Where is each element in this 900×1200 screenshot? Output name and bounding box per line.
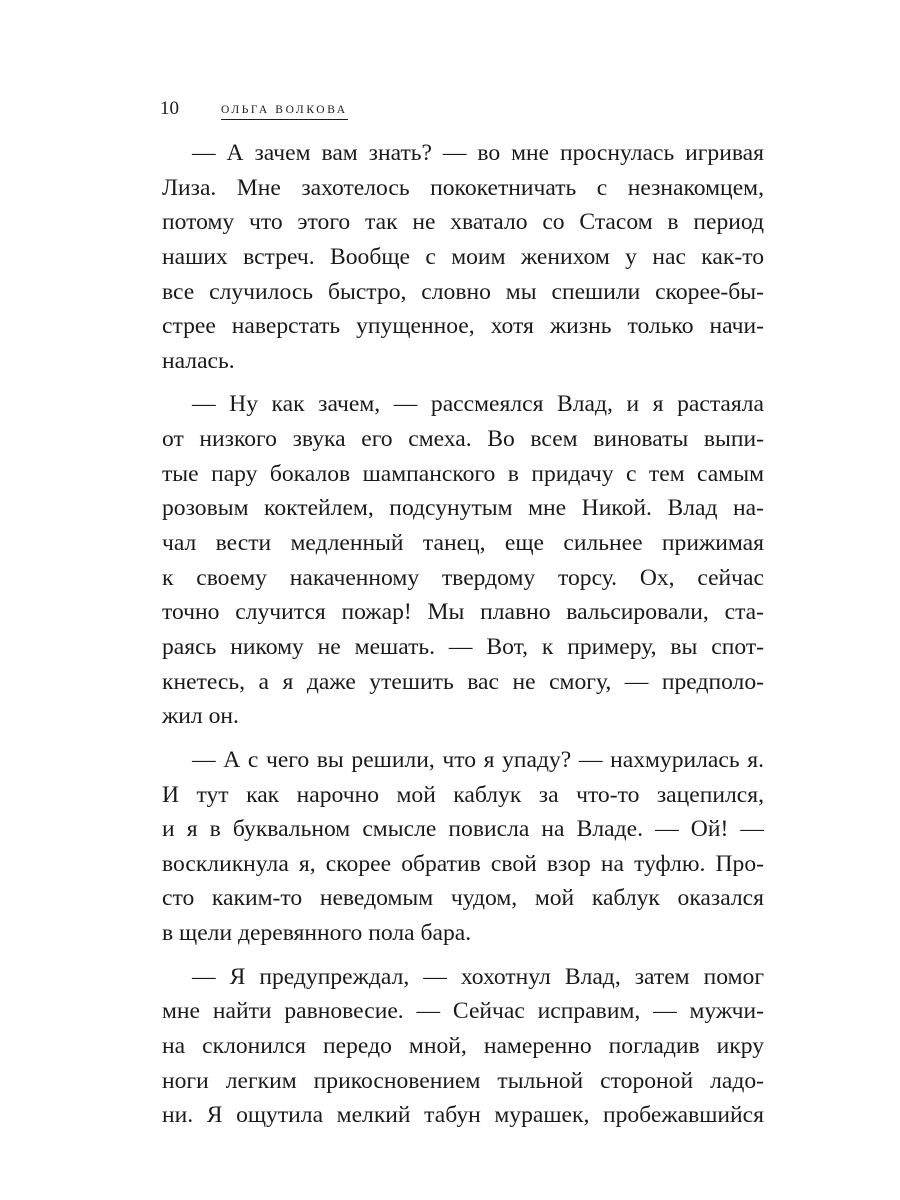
paragraph <box>162 136 764 378</box>
text-line: чал вести медленный танец, еще сильнее прижимая <box>162 530 764 557</box>
text-line: воскликнула я, скорее обратив свой взор на туфлю. Про- <box>162 850 764 877</box>
text-line: наших встреч. Вообще с моим женихом у нас как-то <box>162 243 764 270</box>
text-line: — Я предупреждал, — хохотнул Влад, затем помог <box>192 963 764 990</box>
text-line: — Ну как зачем, — рассмеялся Влад, и я растаяла <box>192 391 764 418</box>
text-line: тые пару бокалов шампанского в придачу с тем самым <box>162 460 764 487</box>
text-line: сто каким-то неведомым чудом, мой каблук оказался <box>162 885 764 912</box>
text-line: — А зачем вам знать? — во мне проснулась игривая <box>192 140 764 166</box>
text-line: — А с чего вы решили, что я упаду? — нахмурилась я. <box>192 746 764 773</box>
text-line: все случилось быстро, словно мы спешили скорее-бы- <box>162 278 764 305</box>
text-line: налась. <box>162 347 235 374</box>
text-line: Лиза. Мне захотелось пококетничать с незнакомцем, <box>162 174 764 201</box>
text-line: раясь никому не мешать. — Вот, к примеру, вы спот- <box>162 633 764 660</box>
text-line: в щели деревянного пола бара. <box>162 920 472 947</box>
text-line: стрее наверстать упущенное, хотя жизнь только начи- <box>162 313 764 340</box>
running-head <box>160 96 348 120</box>
text-line: точно случится пожар! Мы плавно вальсировали, ста- <box>162 599 764 626</box>
text-line: ни. Я ощутила мелкий табун мурашек, пробежавшийся <box>162 1102 764 1129</box>
text-line: жил он. <box>162 703 239 730</box>
text-line: розовым коктейлем, подсунутым мне Никой. Влад на- <box>162 495 764 522</box>
paragraph <box>162 387 764 733</box>
text-line: и я в буквальном смысле повисла на Владе. — Ой! — <box>162 816 764 843</box>
author-name: ОЛЬГА ВОЛКОВА <box>221 102 348 120</box>
paragraph <box>162 743 764 951</box>
text-line: кнетесь, а я даже утешить вас не смогу, — предполо- <box>162 668 764 695</box>
text-line: ноги легким прикосновением тыльной стороной ладо- <box>162 1067 764 1094</box>
text-line: И тут как нарочно мой каблук за что-то зацепился, <box>162 781 764 808</box>
body-text <box>162 136 764 1133</box>
page-number: 10 <box>160 98 179 119</box>
text-line: на склонился передо мной, намеренно погладив икру <box>162 1033 764 1060</box>
text-line: к своему накаченному твердому торсу. Ох, сейчас <box>162 564 764 591</box>
paragraph <box>162 960 764 1133</box>
text-line: от низкого звука его смеха. Во всем виноваты выпи- <box>162 426 764 453</box>
text-line: мне найти равновесие. — Сейчас исправим, — мужчи- <box>162 998 764 1025</box>
text-line: потому что этого так не хватало со Стасом в период <box>162 209 764 236</box>
